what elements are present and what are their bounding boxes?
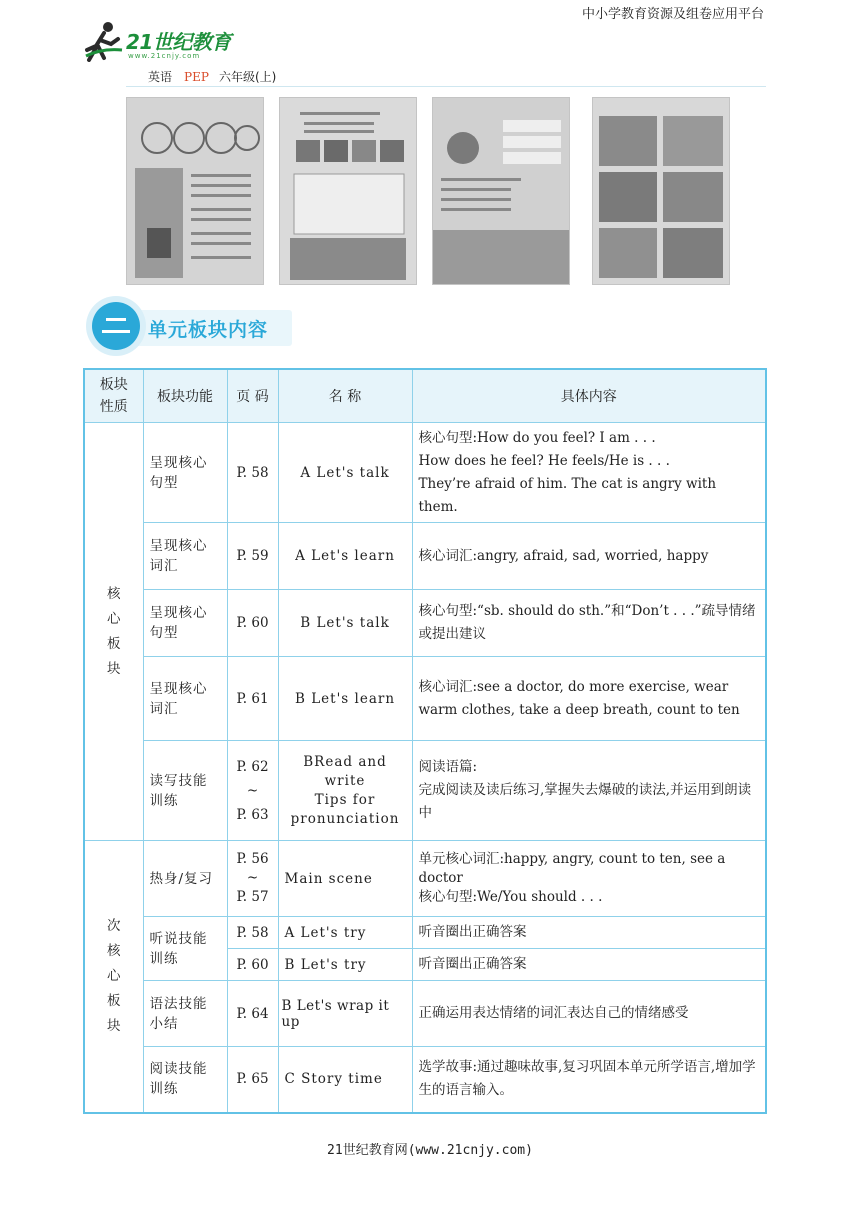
table-row bbox=[84, 741, 766, 841]
table-row bbox=[84, 423, 766, 523]
column-header-page: 页 码 bbox=[227, 369, 278, 423]
logo-text: 21世纪教育 bbox=[126, 30, 231, 54]
function-cell: 热身/复习 bbox=[143, 841, 227, 917]
page-65-illustration bbox=[593, 98, 729, 284]
page-cell: P. 62 ~ P. 63 bbox=[227, 741, 278, 841]
detail-cell: 听音圈出正确答案 bbox=[412, 949, 766, 981]
table-row bbox=[84, 841, 766, 917]
page-cell: P. 58 bbox=[227, 917, 278, 949]
name-cell: B Let's talk bbox=[278, 590, 412, 657]
textbook-page-thumbnail bbox=[126, 97, 264, 285]
function-cell: 呈现核心 词汇 bbox=[143, 657, 227, 741]
function-cell: 呈现核心 句型 bbox=[143, 423, 227, 523]
table-row bbox=[84, 917, 766, 949]
page-cell: P. 56 ~ P. 57 bbox=[227, 841, 278, 917]
page-59-illustration bbox=[280, 98, 416, 284]
function-cell: 呈现核心 词汇 bbox=[143, 523, 227, 590]
detail-cell: 单元核心词汇:happy, angry, count to ten, see a doctor 核心句型:We/You should . . . bbox=[412, 841, 766, 917]
logo-url: www.21cnjy.com bbox=[128, 52, 201, 60]
grade: 六年级(上) bbox=[218, 70, 277, 84]
detail-cell: 阅读语篇: 完成阅读及读后练习,掌握失去爆破的读法,并运用到朗读中 bbox=[412, 741, 766, 841]
function-cell: 呈现核心 句型 bbox=[143, 590, 227, 657]
detail-cell: 听音圈出正确答案 bbox=[412, 917, 766, 949]
page-cell: P. 65 bbox=[227, 1047, 278, 1113]
function-cell: 听说技能 训练 bbox=[143, 917, 227, 981]
subject-line bbox=[148, 68, 276, 85]
page-cell: P. 58 bbox=[227, 423, 278, 523]
textbook-page-thumbnail bbox=[592, 97, 730, 285]
detail-cell: 核心词汇:see a doctor, do more exercise, wear warm clothes, take a deep breath, count to ten bbox=[412, 657, 766, 741]
page-cell: P. 60 bbox=[227, 590, 278, 657]
page-cell: P. 64 bbox=[227, 981, 278, 1047]
function-cell: 读写技能 训练 bbox=[143, 741, 227, 841]
core-section-label: 核 心 板 块 bbox=[84, 423, 143, 841]
name-cell: A Let's talk bbox=[278, 423, 412, 523]
table-row bbox=[84, 981, 766, 1047]
function-cell: 语法技能 小结 bbox=[143, 981, 227, 1047]
section-title: 单元板块内容 bbox=[148, 319, 269, 341]
secondary-section-label: 次 核 心 板 块 bbox=[84, 841, 143, 1113]
runner-logo-icon bbox=[84, 20, 124, 62]
page-58-illustration bbox=[127, 98, 263, 284]
function-cell: 阅读技能 训练 bbox=[143, 1047, 227, 1113]
name-cell: A Let's learn bbox=[278, 523, 412, 590]
column-header-function: 板块功能 bbox=[143, 369, 227, 423]
footer-source: 21世纪教育网(www.21cnjy.com) bbox=[327, 1143, 533, 1158]
detail-cell: 核心句型:“sb. should do sth.”和“Don’t . . .”疏导情绪或提出建议 bbox=[412, 590, 766, 657]
page-cell: P. 60 bbox=[227, 949, 278, 981]
textbook-page-thumbnail bbox=[432, 97, 570, 285]
table-row bbox=[84, 590, 766, 657]
page-60-illustration bbox=[433, 98, 569, 284]
detail-cell: 正确运用表达情绪的词汇表达自己的情绪感受 bbox=[412, 981, 766, 1047]
edition: PEP bbox=[184, 70, 209, 84]
textbook-page-thumbnail bbox=[279, 97, 417, 285]
name-cell: C Story time bbox=[278, 1047, 412, 1113]
table-row bbox=[84, 1047, 766, 1113]
name-cell: A Let's try bbox=[278, 917, 412, 949]
name-cell: BRead and write Tips for pronunciation bbox=[278, 741, 412, 841]
detail-cell: 核心句型:How do you feel? I am . . . How does he feel? He feels/He is . . . They’re afraid of him. The cat is angry with them. bbox=[412, 423, 766, 523]
column-header-detail: 具体内容 bbox=[412, 369, 766, 423]
table-row bbox=[84, 523, 766, 590]
subject: 英语 bbox=[148, 70, 173, 84]
page-cell: P. 59 bbox=[227, 523, 278, 590]
name-cell: B Let's try bbox=[278, 949, 412, 981]
platform-title: 中小学教育资源及组卷应用平台 bbox=[581, 7, 764, 22]
detail-cell: 选学故事:通过趣味故事,复习巩固本单元所学语言,增加学生的语言输入。 bbox=[412, 1047, 766, 1113]
detail-cell: 核心词汇:angry, afraid, sad, worried, happy bbox=[412, 523, 766, 590]
unit-content-table bbox=[83, 368, 767, 1114]
page-cell: P. 61 bbox=[227, 657, 278, 741]
column-header-nature: 板块 性质 bbox=[84, 369, 143, 423]
table-header-row bbox=[84, 369, 766, 423]
name-cell: B Let's learn bbox=[278, 657, 412, 741]
column-header-name: 名 称 bbox=[278, 369, 412, 423]
name-cell: B Let's wrap it up bbox=[278, 981, 412, 1047]
table-row bbox=[84, 657, 766, 741]
header-rule bbox=[126, 86, 766, 87]
name-cell: Main scene bbox=[278, 841, 412, 917]
